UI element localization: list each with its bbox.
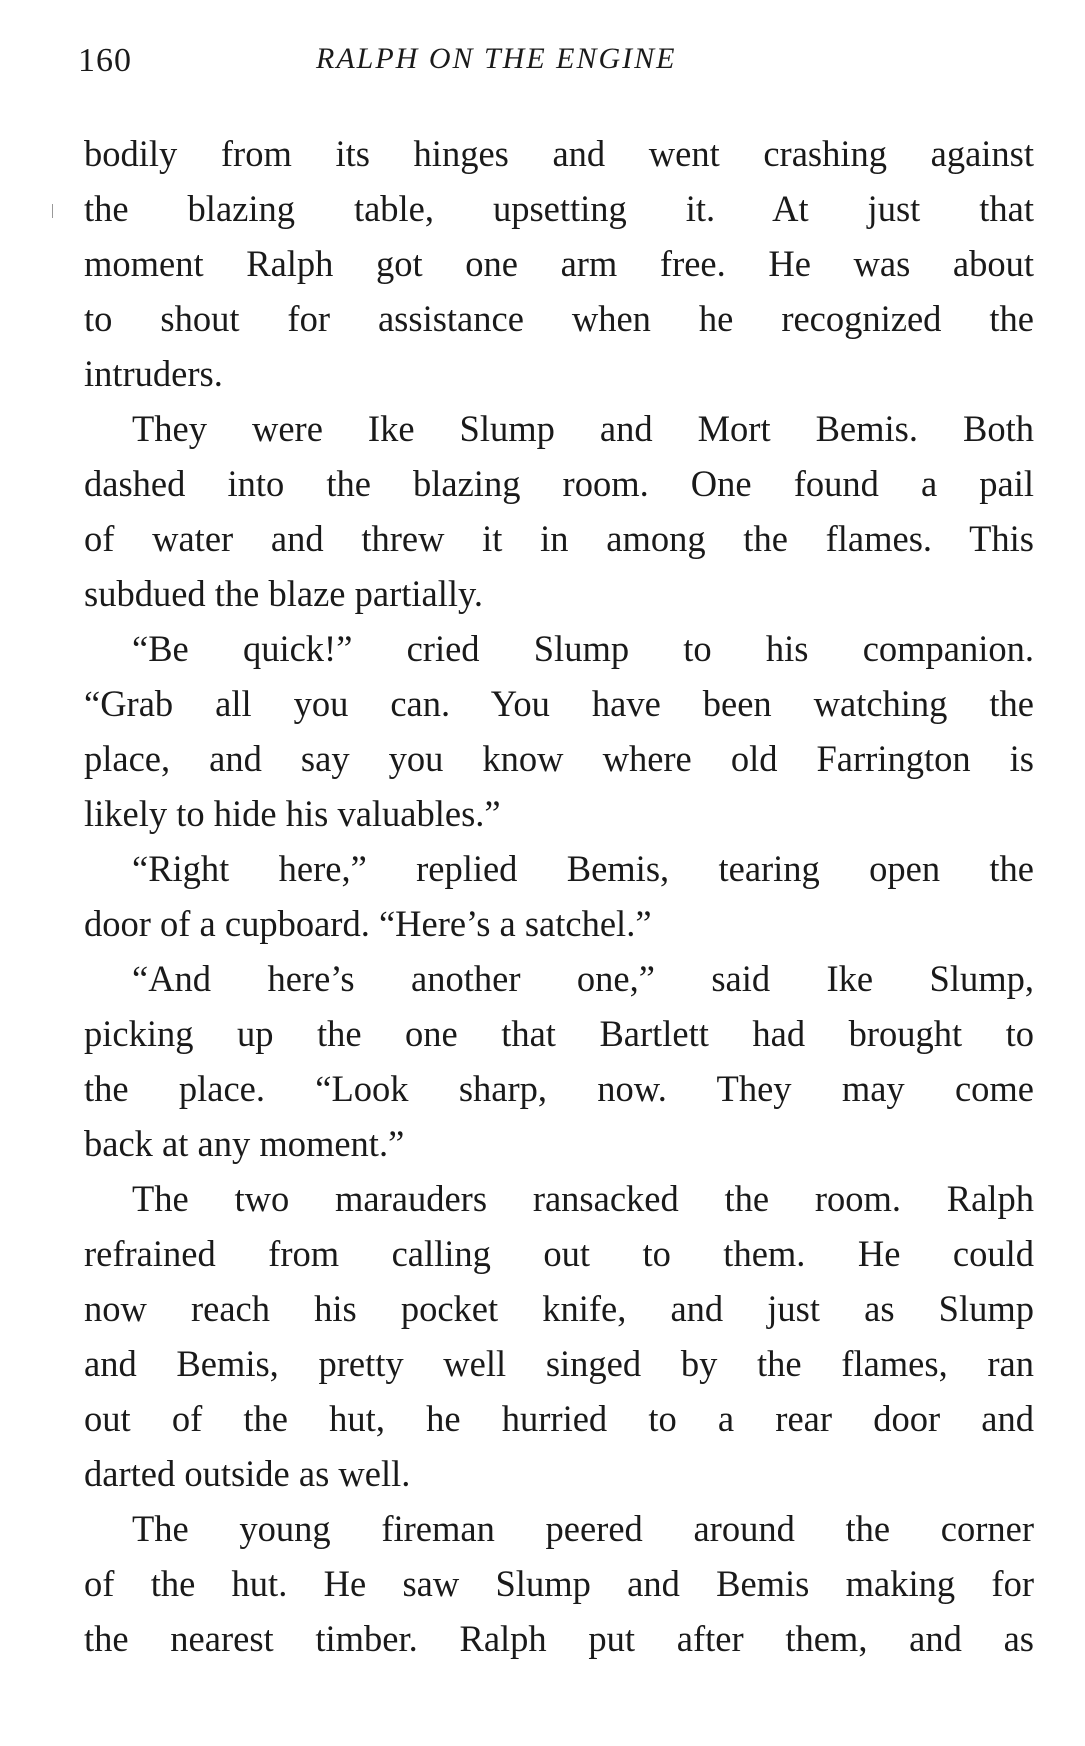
text-line: The two marauders ransacked the room. Ralph bbox=[132, 1178, 1034, 1219]
text-line: picking up the one that Bartlett had brought to bbox=[84, 1013, 1034, 1054]
body-text bbox=[84, 126, 1034, 1666]
text-line: moment Ralph got one arm free. He was about bbox=[84, 243, 1034, 284]
text-line: out of the hut, he hurried to a rear door and bbox=[84, 1398, 1034, 1439]
margin-mark bbox=[52, 204, 53, 218]
text-line: refrained from calling out to them. He could bbox=[84, 1233, 1034, 1274]
running-head bbox=[0, 42, 1085, 82]
text-line: the place. “Look sharp, now. They may come bbox=[84, 1068, 1034, 1109]
text-line: “Right here,” replied Bemis, tearing open the bbox=[132, 848, 1034, 889]
text-line: The young fireman peered around the corner bbox=[132, 1508, 1034, 1549]
text-line: place, and say you know where old Farrington is bbox=[84, 738, 1034, 779]
text-line: intruders. bbox=[84, 353, 223, 394]
text-line: of water and threw it in among the flames. This bbox=[84, 518, 1034, 559]
text-line: “And here’s another one,” said Ike Slump, bbox=[132, 958, 1034, 999]
text-line: to shout for assistance when he recognized the bbox=[84, 298, 1034, 339]
text-line: and Bemis, pretty well singed by the flames, ran bbox=[84, 1343, 1034, 1384]
running-title: RALPH ON THE ENGINE bbox=[316, 42, 677, 75]
text-line: now reach his pocket knife, and just as Slump bbox=[84, 1288, 1034, 1329]
text-line: the blazing table, upsetting it. At just that bbox=[84, 188, 1034, 229]
text-line: likely to hide his valuables.” bbox=[84, 793, 501, 834]
text-line: “Be quick!” cried Slump to his companion. bbox=[132, 628, 1034, 669]
text-line: subdued the blaze partially. bbox=[84, 573, 483, 614]
text-line: the nearest timber. Ralph put after them, and as bbox=[84, 1618, 1034, 1659]
text-line: They were Ike Slump and Mort Bemis. Both bbox=[132, 408, 1034, 449]
text-line: dashed into the blazing room. One found a pail bbox=[84, 463, 1034, 504]
text-line: darted outside as well. bbox=[84, 1453, 411, 1494]
text-line: “Grab all you can. You have been watching the bbox=[84, 683, 1034, 724]
text-line: of the hut. He saw Slump and Bemis making for bbox=[84, 1563, 1034, 1604]
text-line: bodily from its hinges and went crashing against bbox=[84, 133, 1034, 174]
text-line: back at any moment.” bbox=[84, 1123, 405, 1164]
page-number: 160 bbox=[78, 42, 132, 79]
text-line: door of a cupboard. “Here’s a satchel.” bbox=[84, 903, 652, 944]
